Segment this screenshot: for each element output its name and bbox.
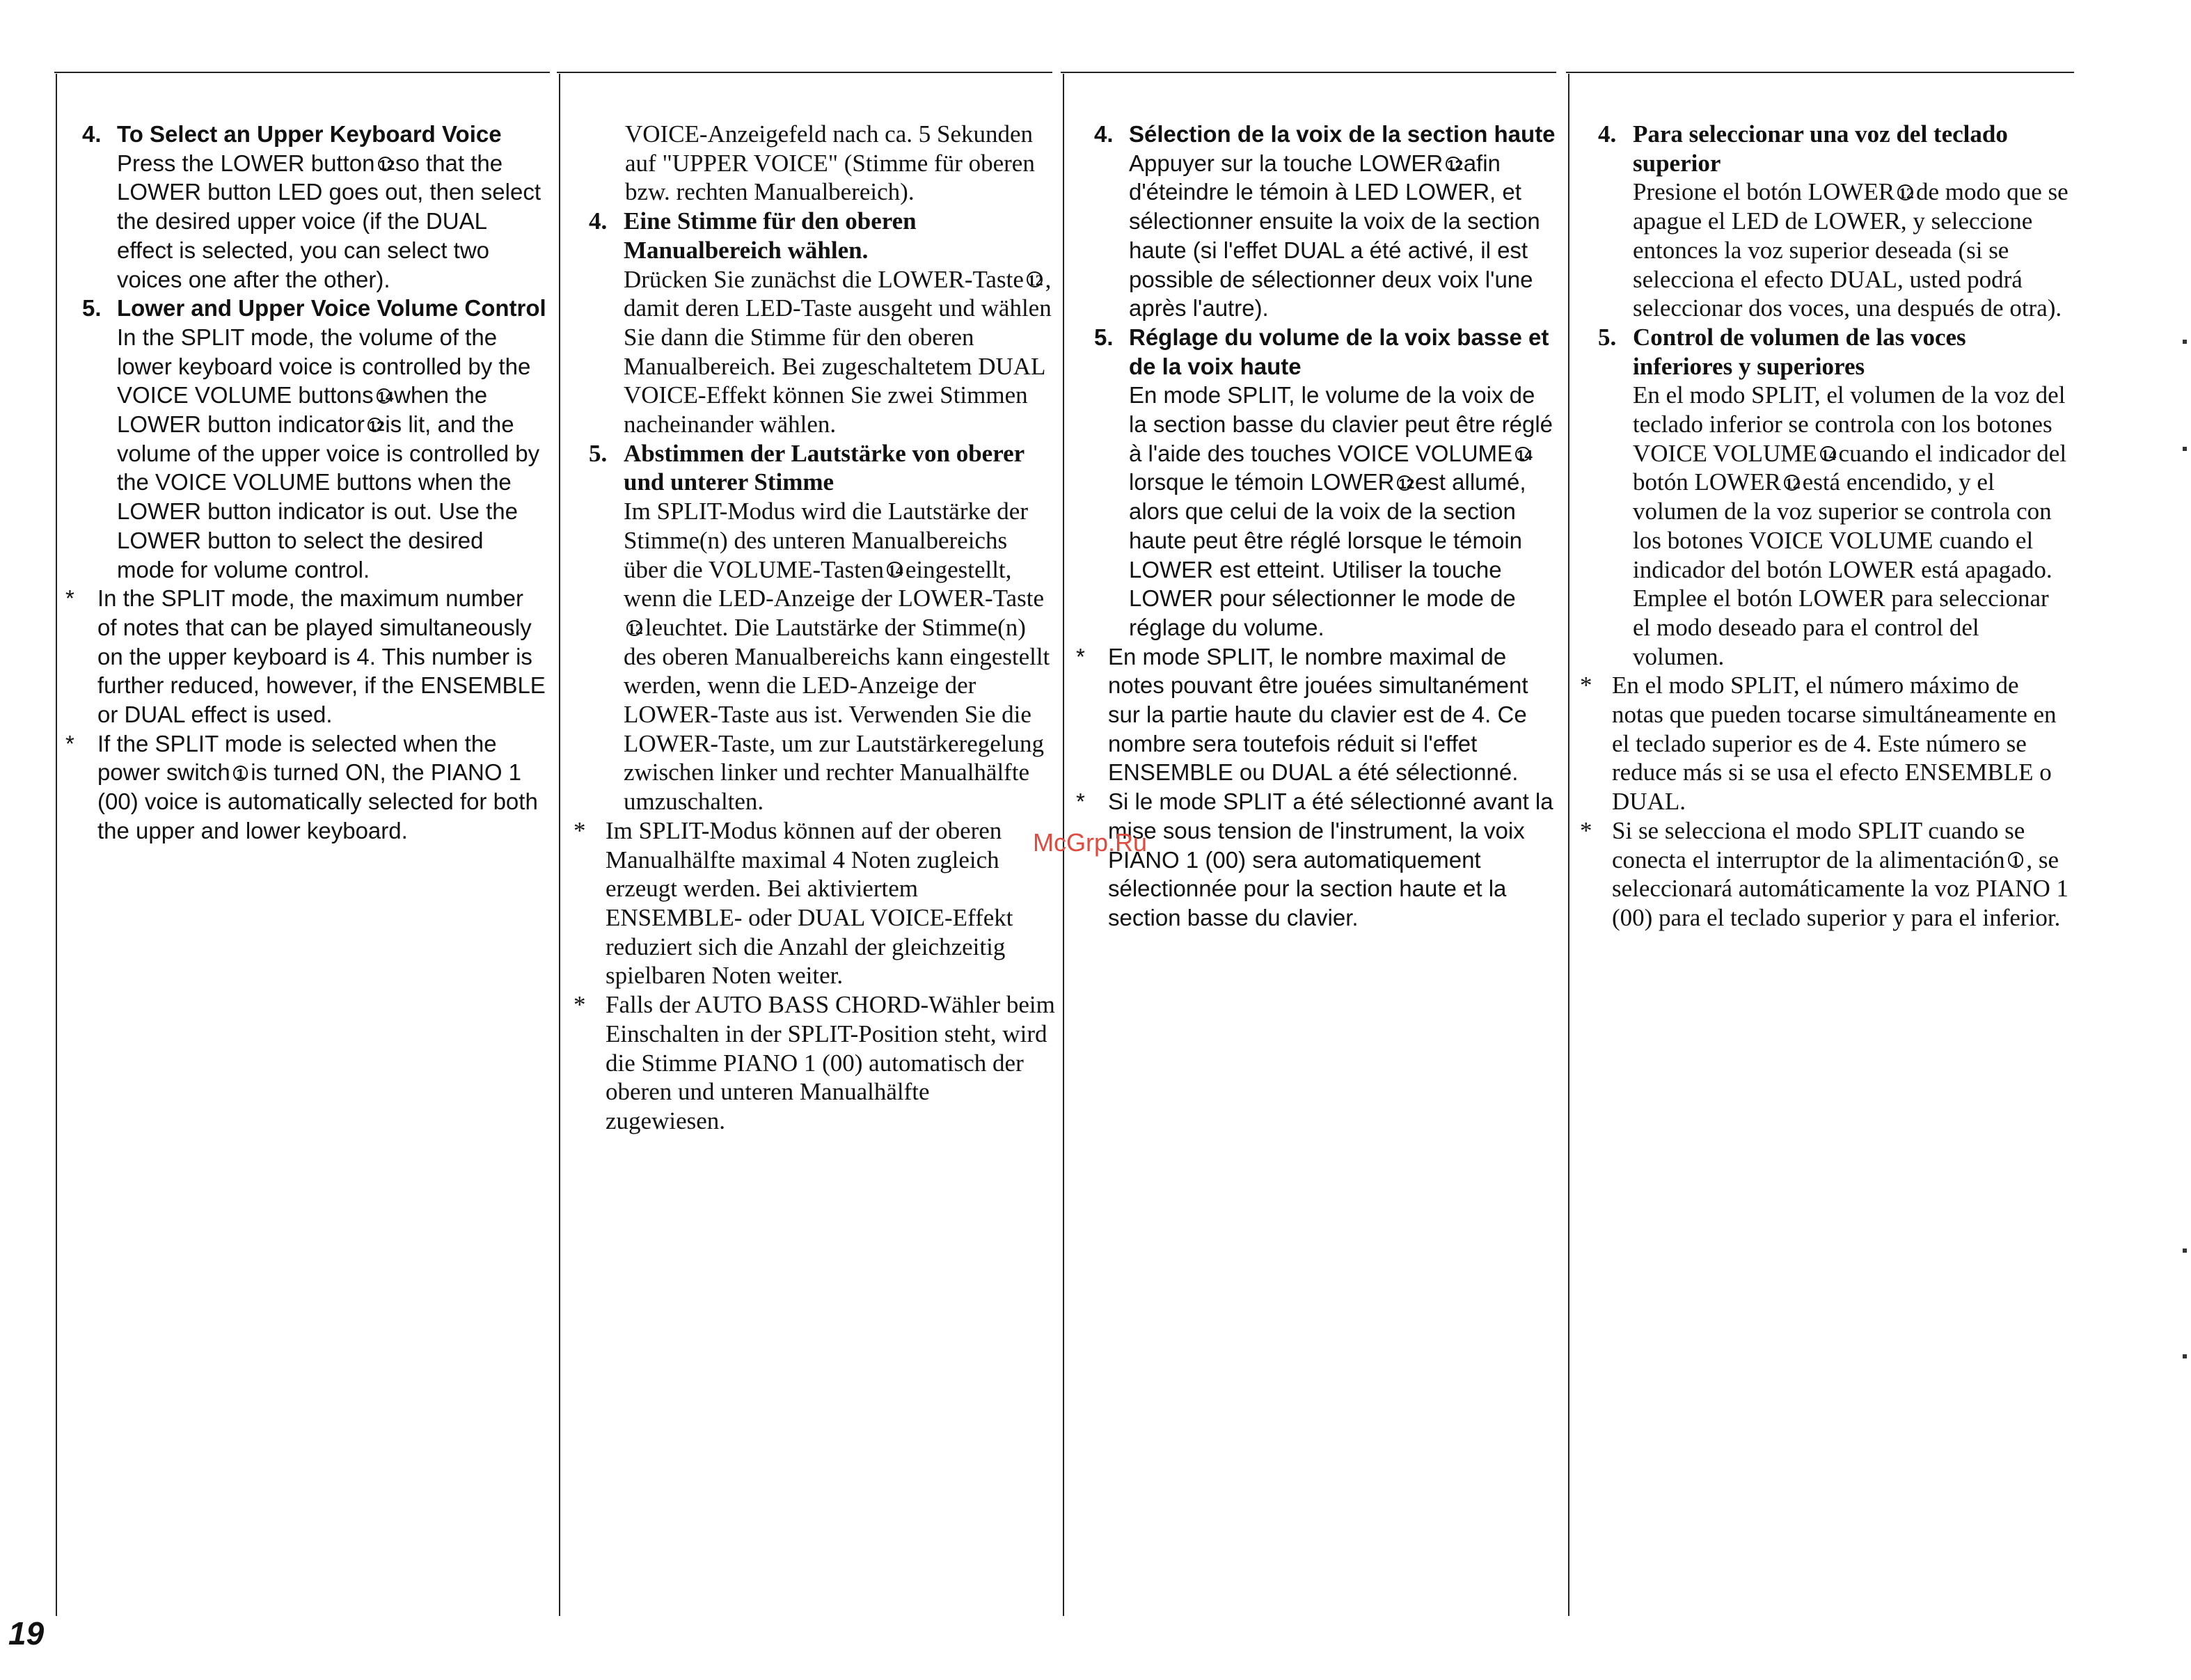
step-heading: Réglage du volume de la voix basse et de la voix haute: [1129, 324, 1549, 379]
step-number: 5.: [82, 295, 102, 322]
step-heading: Eine Stimme für den oberen Manualbereich wählen.: [624, 207, 917, 264]
top-rule-1: [54, 72, 550, 73]
column-english: [65, 120, 547, 846]
step-heading: To Select an Upper Keyboard Voice: [117, 121, 502, 147]
de-step-5: [589, 439, 1055, 816]
bullet-icon: *: [1076, 789, 1085, 815]
note-text: En mode SPLIT, le nombre maximal de notes pouvant être jouées simultanément sur la partie haute du clavier est de 4. Ce nombre sera toutefois réduit si l'effet ENSEMBLE ou DUAL a été sélectionné.: [1108, 643, 1528, 786]
step-heading: Control de volumen de las voces inferiores y superiores: [1633, 323, 1966, 380]
step-text: Press the LOWER button 12so that the LOWER button LED goes out, then select the desired upper voice (if the DUAL effect is selected, you can select two voices one after the other).: [117, 150, 541, 292]
margin-mark: [2183, 340, 2187, 344]
step-number: 4.: [589, 207, 608, 235]
margin-mark: [2183, 1249, 2187, 1253]
step-heading: Abstimmen der Lautstärke von oberer und unterer Stimme: [624, 439, 1025, 496]
bullet-icon: *: [1580, 816, 1592, 844]
note-text: Im SPLIT-Modus können auf der oberen Manualhälfte maximal 4 Noten zugleich erzeugt werden. Bei aktiviertem ENSEMBLE- oder DUAL VOICE-Effekt reduziert sich die Anzahl der gleichzeitig spielbaren Noten weiter.: [606, 816, 1013, 990]
top-rule-4: [1566, 72, 2074, 73]
watermark: McGrp.Ru: [1033, 828, 1148, 857]
circled-number-icon: 14: [377, 389, 394, 406]
column-divider-3: [1568, 74, 1569, 1616]
circled-number-icon: 12: [379, 157, 395, 173]
top-rule-3: [1061, 72, 1556, 73]
page-number: 19: [8, 1615, 45, 1651]
step-number: 4.: [1094, 121, 1114, 147]
margin-mark: [2183, 447, 2187, 451]
step-text: Im SPLIT-Modus wird die Lautstärke der Stimme(n) des unteren Manualbereichs über die VOLUME-Tasten 14eingestellt, wenn die LED-Anzeige der LOWER-Taste12leuchtet. Die Lautstärke der Stimme(n) des oberen Manualbereichs kann eingestellt werden, wenn die LED-Anzeige der LOWER-Taste aus ist. Verwenden Sie die LOWER-Taste, um zur Lautstärkeregelung zwischen linker und rechter Manualhälfte umzuschalten.: [624, 498, 1050, 816]
circled-number-icon: 12: [1027, 272, 1043, 290]
bullet-icon: *: [65, 730, 74, 756]
circled-number-icon: 12: [1447, 157, 1463, 173]
de-continued-text: VOICE-Anzeigefeld nach ca. 5 Sekunden auf "UPPER VOICE" (Stimme für oberen bzw. rechten Manualbereich).: [625, 120, 1035, 206]
note-text: In the SPLIT mode, the maximum number of notes that can be played simultaneously on the upper keyboard is 4. This number is further reduced, however, if the ENSEMBLE or DUAL effect is used.: [97, 585, 546, 728]
circled-number-icon: 1: [2008, 852, 2024, 868]
step-number: 4.: [82, 121, 102, 147]
step-heading: Sélection de la voix de la section haute: [1129, 121, 1556, 147]
circled-number-icon: 14: [888, 562, 903, 580]
en-note-1: [65, 584, 547, 729]
step-text: En el modo SPLIT, el volumen de la voz del teclado inferior se controla con los botones VOICE VOLUME 14cuando el indicador del botón LOWER 12está encendido, y el volumen de la voz superior se controla con los botones VOICE VOLUME cuando el indicador del botón LOWER está apagado. Emplee el botón LOWER para seleccionar el modo deseado para el control del volumen.: [1633, 381, 2067, 670]
column-divider-1: [559, 74, 560, 1616]
step-number: 4.: [1598, 120, 1617, 148]
column-spanish: [1580, 120, 2069, 933]
margin-mark: [2183, 1354, 2187, 1358]
es-note-1: [1580, 671, 2069, 816]
de-note-1: [574, 816, 1055, 990]
es-step-4: [1598, 120, 2069, 323]
column-divider-0: [56, 74, 57, 1616]
step-number: 5.: [1598, 323, 1617, 351]
step-text: Presione el botón LOWER 12de modo que se apague el LED de LOWER, y seleccione entonces la voz superior deseada (si se selecciona el efecto DUAL, usted podrá seleccionar dos voces, una después de otra).: [1633, 178, 2069, 322]
step-heading: Para seleccionar una voz del teclado superior: [1633, 120, 2008, 177]
en-note-2: [65, 729, 547, 846]
fr-note-2: [1076, 787, 1559, 933]
bullet-icon: *: [65, 585, 74, 612]
step-text: In the SPLIT mode, the volume of the lower keyboard voice is controlled by the VOICE VOLUME buttons 14when the LOWER button indicator 12is lit, and the volume of the upper voice is controlled by the VOICE VOLUME buttons when the LOWER button indicator is out. Use the LOWER button to select the desired mode for volume control.: [117, 324, 540, 583]
en-step-5: [82, 294, 547, 584]
step-text: Drücken Sie zunächst die LOWER-Taste 12, damit deren LED-Taste ausgeht und wählen Sie dann die Stimme für den oberen Manualbereich. Bei zugeschaltetem DUAL VOICE-Effekt können Sie zwei Stimmen nacheinander wählen.: [624, 265, 1052, 438]
circled-number-icon: 14: [1517, 447, 1533, 463]
note-text: Falls der AUTO BASS CHORD-Wähler beim Einschalten in der SPLIT-Position steht, wird die Stimme PIANO 1 (00) automatisch der oberen und unteren Manualhälfte zugewiesen.: [606, 991, 1055, 1134]
bullet-icon: *: [574, 816, 586, 844]
de-note-2: [574, 990, 1055, 1136]
top-rule-2: [557, 72, 1052, 73]
es-step-5: [1598, 323, 2069, 671]
bullet-icon: *: [1580, 672, 1592, 699]
fr-step-4: [1094, 120, 1559, 323]
note-text: If the SPLIT mode is selected when the power switch 1 is turned ON, the PIANO 1 (00) voice is automatically selected for both the upper and lower keyboard.: [97, 730, 538, 843]
fr-note-1: [1076, 642, 1559, 788]
en-step-4: [82, 120, 547, 294]
de-step-4: [589, 207, 1055, 439]
note-text: Si le mode SPLIT a été sélectionné avant la mise sous tension de l'instrument, la voix PIANO 1 (00) sera automatiquement sélectionnée pour la section haute et la section basse du clavier.: [1108, 789, 1553, 930]
circled-number-icon: 12: [1785, 475, 1801, 493]
bullet-icon: *: [574, 991, 586, 1019]
column-german: [574, 120, 1055, 1136]
circled-number-icon: 14: [1821, 446, 1837, 463]
step-heading: Lower and Upper Voice Volume Control: [117, 295, 546, 322]
note-text: Si se selecciona el modo SPLIT cuando se conecta el interruptor de la alimentación 1 , se seleccionará automáticamente la voz PIANO 1 (00) para el teclado superior y para el inferior.: [1612, 816, 2069, 931]
step-number: 5.: [589, 439, 608, 467]
es-note-2: [1580, 816, 2069, 933]
fr-step-5: [1094, 323, 1559, 642]
circled-number-icon: 1: [233, 766, 248, 780]
circled-number-icon: 12: [628, 620, 643, 637]
step-text: En mode SPLIT, le volume de la voix de la section basse du clavier peut être réglé à l'aide des touches VOICE VOLUME 14lorsque le témoin LOWER 12est allumé, alors que celui de la voix de la section haute peut être réglé lorsque le témoin LOWER est etteint. Utiliser la touche LOWER pour sélectionner le mode de réglage du volume.: [1129, 382, 1553, 640]
circled-number-icon: 12: [368, 418, 385, 434]
circled-number-icon: 12: [1899, 185, 1914, 203]
bullet-icon: *: [1076, 643, 1085, 669]
step-text: Appuyer sur la touche LOWER 12afin d'éteindre le témoin à LED LOWER, et sélectionner ensuite la voix de la section haute (si l'effet DUAL a été activé, il est possible de sélectionner deux voix l'une après l'autre).: [1129, 150, 1540, 322]
circled-number-icon: 12: [1398, 476, 1415, 493]
step-number: 5.: [1094, 324, 1114, 350]
note-text: En el modo SPLIT, el número máximo de notas que pueden tocarse simultáneamente en el teclado superior es de 4. Este número se reduce más si se usa el efecto ENSEMBLE o DUAL.: [1612, 672, 2057, 816]
